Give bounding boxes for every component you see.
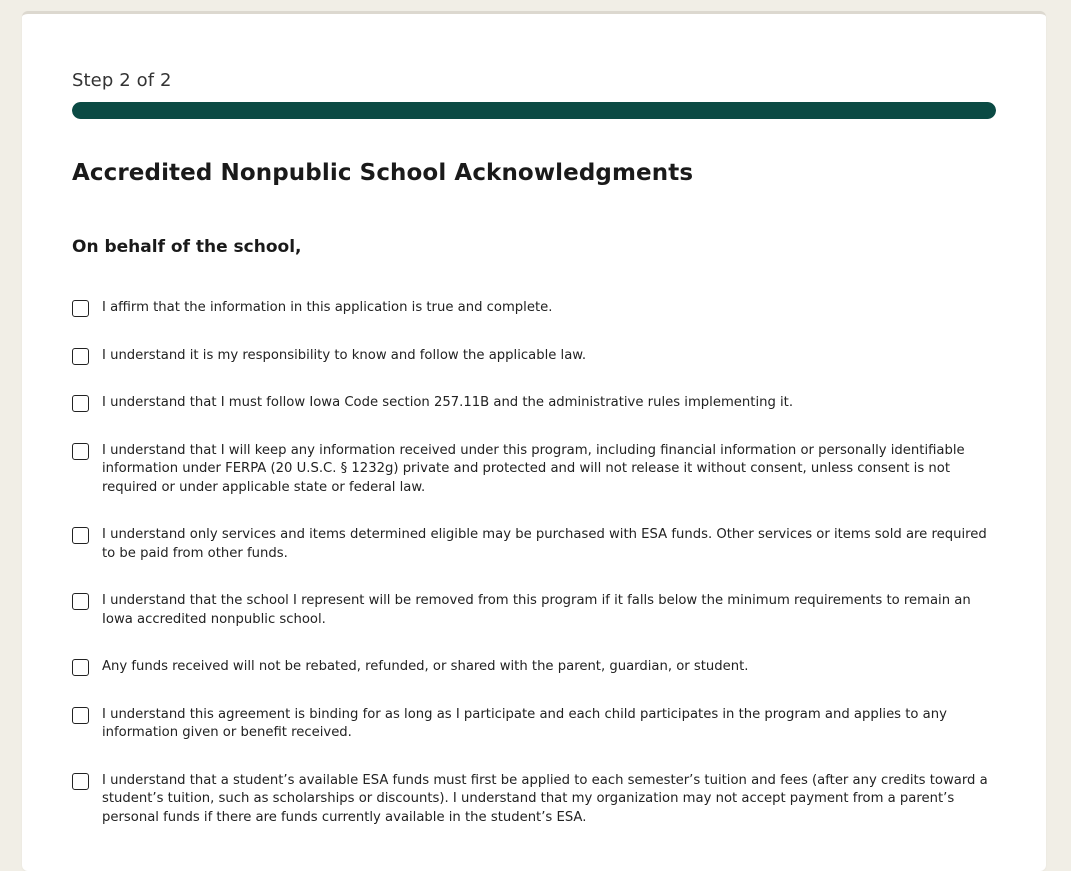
acknowledgment-item[interactable] (72, 299, 996, 318)
acknowledgment-label: I understand that a student’s available ESA funds must first be applied to each semester’s tuition and fees (after any credits toward a student’s tuition, such as scholarships or discounts). I understand that my organization may not accept payment from a parent’s personal funds if there are funds currently available in the student’s ESA. (102, 772, 988, 825)
acknowledgment-item[interactable] (72, 442, 996, 498)
acknowledgment-label: I understand that I will keep any information received under this program, including financial information or personally identifiable information under FERPA (20 U.S.C. § 1232g) private and protected and will not release it without consent, unless consent is not required or under applicable state or federal law. (102, 442, 965, 495)
acknowledgment-checkbox[interactable] (72, 348, 89, 365)
acknowledgment-item[interactable] (72, 526, 996, 563)
acknowledgment-label: I affirm that the information in this application is true and complete. (102, 300, 553, 315)
acknowledgment-label: I understand this agreement is binding for as long as I participate and each child participates in the program and applies to any information given or benefit received. (102, 706, 947, 740)
acknowledgment-checkbox[interactable] (72, 707, 89, 724)
acknowledgment-label: I understand that the school I represent will be removed from this program if it falls below the minimum requirements to remain an Iowa accredited nonpublic school. (102, 593, 971, 627)
acknowledgment-item[interactable] (72, 394, 996, 413)
acknowledgment-checkbox[interactable] (72, 773, 89, 790)
acknowledgment-item[interactable] (72, 772, 996, 828)
acknowledgment-item[interactable] (72, 706, 996, 743)
acknowledgment-checkbox[interactable] (72, 300, 89, 317)
page-title: Accredited Nonpublic School Acknowledgments (72, 160, 694, 186)
acknowledgment-item[interactable] (72, 658, 996, 677)
acknowledgment-item[interactable] (72, 592, 996, 629)
acknowledgment-checkbox[interactable] (72, 659, 89, 676)
acknowledgment-item[interactable] (72, 347, 996, 366)
progress-bar-fill (72, 102, 996, 119)
acknowledgment-label: I understand that I must follow Iowa Code section 257.11B and the administrative rules implementing it. (102, 395, 794, 410)
acknowledgment-list (72, 299, 996, 856)
form-card (22, 11, 1046, 871)
acknowledgment-label: I understand only services and items determined eligible may be purchased with ESA funds. Other services or items sold are required to be paid from other funds. (102, 527, 987, 561)
acknowledgment-label: Any funds received will not be rebated, refunded, or shared with the parent, guardian, or student. (102, 659, 749, 674)
acknowledgment-checkbox[interactable] (72, 527, 89, 544)
section-heading: On behalf of the school, (72, 237, 302, 257)
acknowledgment-label: I understand it is my responsibility to know and follow the applicable law. (102, 347, 587, 363)
acknowledgment-checkbox[interactable] (72, 593, 89, 610)
acknowledgment-checkbox[interactable] (72, 443, 89, 460)
acknowledgment-checkbox[interactable] (72, 395, 89, 412)
step-indicator: Step 2 of 2 (72, 70, 172, 91)
progress-bar (72, 102, 996, 119)
